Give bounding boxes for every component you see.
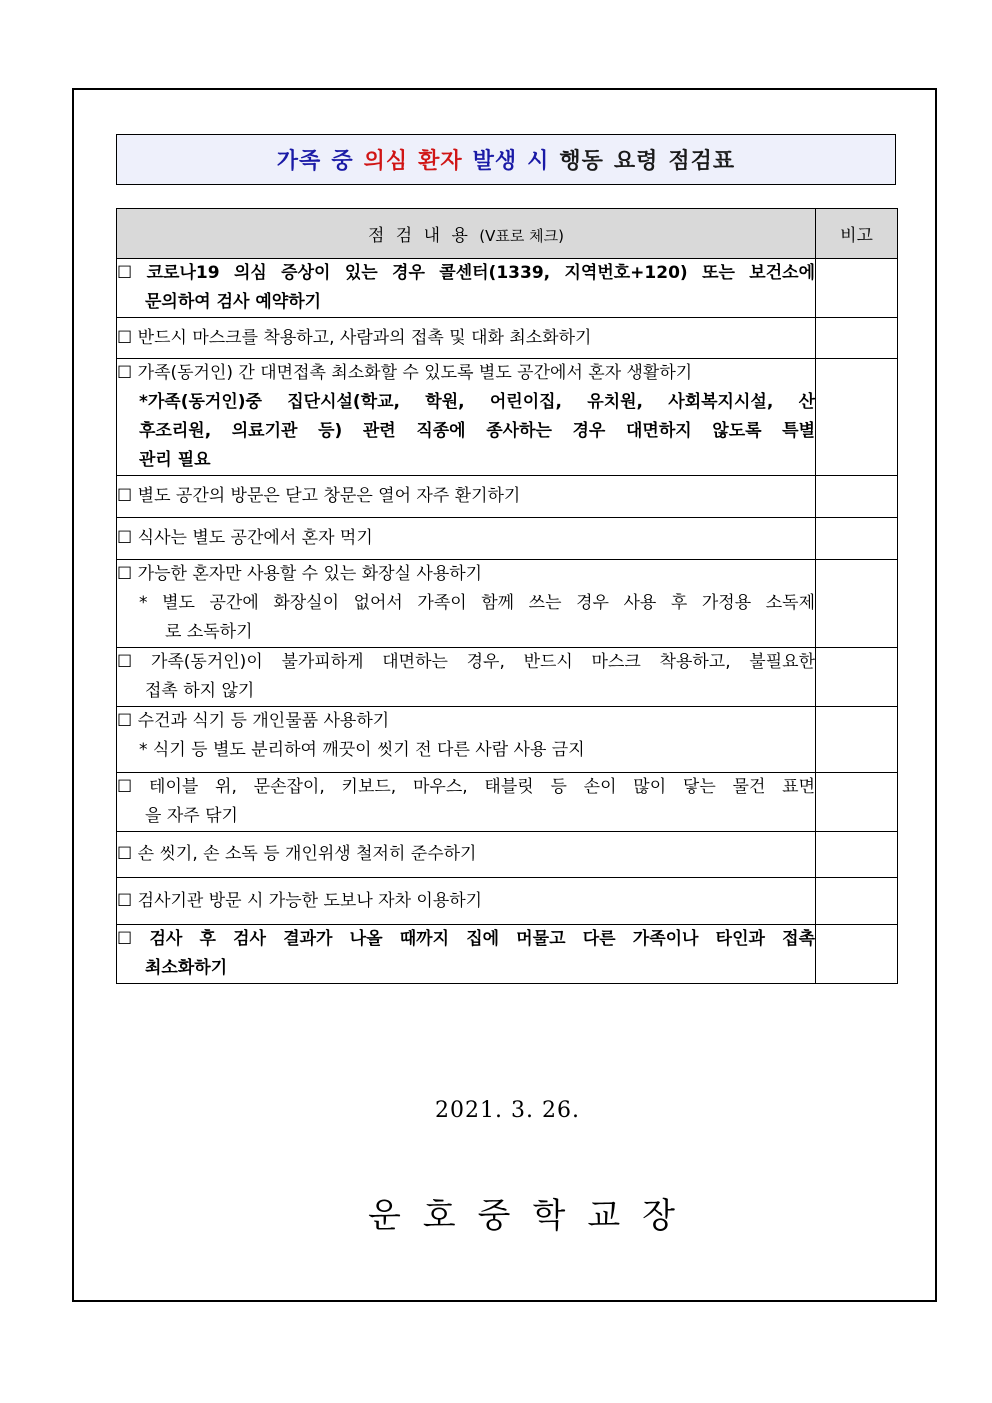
check-item[interactable] [117, 832, 816, 878]
check-item[interactable] [117, 318, 816, 359]
signer-name: 운호중학교장 [367, 1196, 698, 1236]
table-header-row [117, 209, 898, 259]
item-note-line: 관리 필요 [139, 450, 211, 470]
item-line: ☐ 수건과 식기 등 개인물품 사용하기 [117, 711, 390, 731]
item-line: ☐ 반드시 마스크를 착용하고, 사람과의 접촉 및 대화 최소화하기 [117, 327, 592, 348]
note-cell[interactable] [816, 707, 898, 773]
title-word: 환자 [418, 149, 463, 174]
check-item[interactable] [117, 476, 816, 518]
item-note-line: 로 소독하기 [165, 622, 253, 642]
title-word: 요령 [613, 149, 659, 174]
note-cell[interactable] [816, 318, 898, 359]
table-row [117, 925, 898, 984]
title-word: 행동 [559, 149, 604, 174]
table-row [117, 878, 898, 925]
table-row [117, 518, 898, 560]
header-note: 비고 [816, 209, 898, 259]
check-item[interactable] [117, 878, 816, 925]
header-content-sub: (V표로 체크) [479, 227, 564, 245]
item-line: ☐ 코로나19 의심 증상이 있는 경우 콜센터(1339, 지역번호+120) 또는 보건소에 [117, 263, 815, 283]
document-date: 2021. 3. 26. [435, 1098, 580, 1123]
note-cell[interactable] [816, 648, 898, 707]
check-item[interactable] [117, 707, 816, 773]
title-word: 발생 [472, 149, 518, 174]
note-cell[interactable] [816, 560, 898, 648]
table-row [117, 259, 898, 318]
table-row [117, 648, 898, 707]
item-line: ☐ 테이블 위, 문손잡이, 키보드, 마우스, 태블릿 등 손이 많이 닿는 물건 표면 [117, 777, 815, 797]
table-row [117, 832, 898, 878]
item-line: ☐ 별도 공간의 방문은 닫고 창문은 열어 자주 환기하기 [117, 486, 521, 506]
item-note-line: *가족(동거인)중 집단시설(학교, 학원, 어린이집, 유치원, 사회복지시설, 산 [139, 392, 815, 412]
item-line: 최소화하기 [145, 958, 228, 978]
item-note-line: 후조리원, 의료기관 등) 관련 직종에 종사하는 경우 대면하지 않도록 특별 [139, 421, 815, 441]
check-item[interactable] [117, 259, 816, 318]
item-line: ☐ 식사는 별도 공간에서 혼자 먹기 [117, 528, 373, 548]
item-line: 문의하여 검사 예약하기 [145, 292, 322, 312]
item-note-line: * 식기 등 별도 분리하여 깨끗이 씻기 전 다른 사람 사용 금지 [139, 740, 585, 760]
table-row [117, 773, 898, 832]
item-note-line: * 별도 공간에 화장실이 없어서 가족이 함께 쓰는 경우 사용 후 가정용 소독제 [139, 593, 815, 613]
table-row [117, 476, 898, 518]
item-line: 접촉 하지 않기 [145, 681, 255, 701]
note-cell[interactable] [816, 773, 898, 832]
check-item[interactable] [117, 925, 816, 984]
checklist-table [116, 208, 898, 984]
item-line: ☐ 가족(동거인) 간 대면접촉 최소화할 수 있도록 별도 공간에서 혼자 생활하기 [117, 363, 693, 383]
item-line: ☐ 손 씻기, 손 소독 등 개인위생 철저히 준수하기 [117, 844, 477, 864]
check-item[interactable] [117, 773, 816, 832]
document-title [116, 134, 896, 185]
item-line: 을 자주 닦기 [145, 806, 238, 826]
title-word: 가족 [276, 149, 322, 174]
item-line: ☐ 가족(동거인)이 불가피하게 대면하는 경우, 반드시 마스크 착용하고, 불필요한 [117, 652, 815, 672]
check-item[interactable] [117, 560, 816, 648]
title-word: 점검표 [668, 149, 736, 174]
note-cell[interactable] [816, 878, 898, 925]
note-cell[interactable] [816, 518, 898, 560]
table-row [117, 707, 898, 773]
table-row [117, 318, 898, 359]
header-content-label: 점 검 내 용 [367, 226, 471, 246]
title-word: 시 [527, 149, 550, 174]
table-row [117, 560, 898, 648]
item-line: ☐ 검사 후 검사 결과가 나올 때까지 집에 머물고 다른 가족이나 타인과 접촉 [117, 929, 815, 949]
check-item[interactable] [117, 518, 816, 560]
note-cell[interactable] [816, 476, 898, 518]
note-cell[interactable] [816, 925, 898, 984]
item-line: ☐ 검사기관 방문 시 가능한 도보나 자차 이용하기 [117, 890, 483, 911]
note-cell[interactable] [816, 832, 898, 878]
note-cell[interactable] [816, 259, 898, 318]
title-word: 의심 [363, 149, 409, 174]
check-item[interactable] [117, 359, 816, 476]
note-cell[interactable] [816, 359, 898, 476]
table-row [117, 359, 898, 476]
header-content [117, 209, 816, 259]
title-word: 중 [331, 149, 354, 174]
item-line: ☐ 가능한 혼자만 사용할 수 있는 화장실 사용하기 [117, 564, 483, 584]
check-item[interactable] [117, 648, 816, 707]
